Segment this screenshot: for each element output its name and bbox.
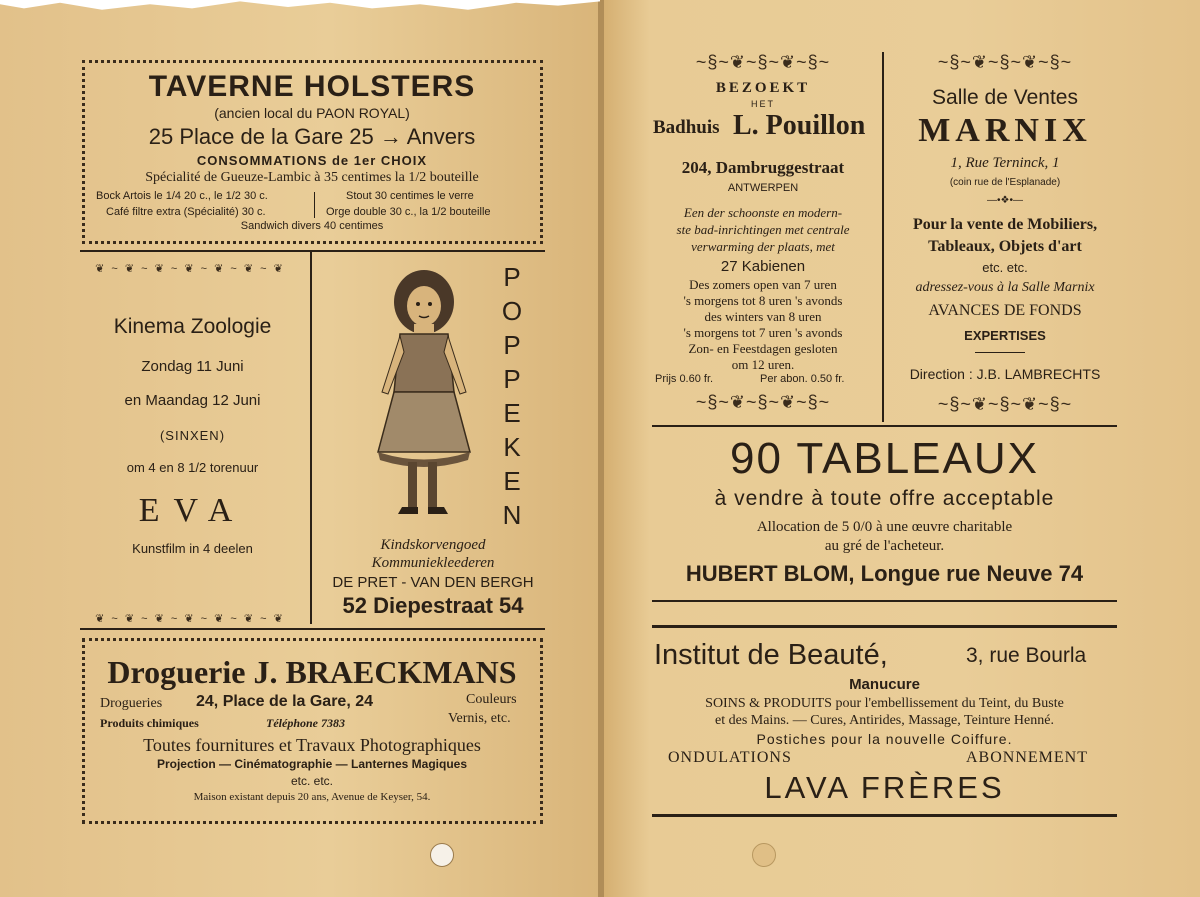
tableaux-title: 90 TABLEAUX	[730, 434, 1039, 483]
marnix-direction: Direction : J.B. LAMBRECHTS	[909, 366, 1101, 382]
tableaux-alloc2: au gré de l'acheteur.	[824, 538, 945, 554]
marnix-ornament-top: ~§~❦~§~❦~§~	[937, 52, 1073, 72]
left-rule-top	[80, 250, 545, 252]
poppeken-letter: P	[503, 364, 521, 394]
institut-soins2: et des Mains. — Cures, Antirides, Massage, Teinture Henné.	[715, 713, 1054, 728]
right-rule-vertical	[882, 52, 884, 422]
badhuis-het: HET	[751, 99, 775, 109]
kinema-title: Kinema Zoologie	[113, 315, 272, 338]
tableaux-alloc1: Allocation de 5 0/0 à une œuvre charitable	[756, 519, 1013, 535]
taverne-consommations: CONSOMMATIONS de 1er CHOIX	[196, 153, 428, 168]
institut-ondulations: ONDULATIONS	[668, 749, 792, 766]
tableaux-blom: HUBERT BLOM, Longue rue Neuve 74	[685, 561, 1084, 586]
badhuis-desc3: verwarming der plaats, met	[691, 239, 835, 254]
right-rule-2	[652, 600, 1117, 602]
poppeken-line1: Kindskorvengoed	[380, 537, 486, 553]
left-rule-bottom	[80, 628, 545, 630]
marnix-expertises: EXPERTISES	[964, 328, 1046, 343]
taverne-subtitle: (ancien local du PAON ROYAL)	[214, 105, 410, 121]
badhuis-hours6: om 12 uren.	[731, 357, 795, 372]
badhuis-ornament-bottom: ~§~❦~§~❦~§~	[695, 392, 831, 412]
kinema-ornament-bottom: ❦ ~ ❦ ~ ❦ ~ ❦ ~ ❦ ~ ❦ ~ ❦	[95, 613, 285, 625]
kinema-film-sub: Kunstfilm in 4 deelen	[132, 541, 253, 556]
poppeken-line2: Kommuniekleederen	[371, 555, 495, 571]
taverne-cafe: Café filtre extra (Spécialité) 30 c.	[106, 206, 266, 218]
badhuis-desc2: ste bad-inrichtingen met centrale	[676, 222, 850, 237]
kinema-line1: Zondag 11 Juni	[141, 358, 244, 375]
marnix-vente1: Pour la vente de Mobiliers,	[912, 216, 1098, 233]
kinema-line4: om 4 en 8 1/2 torenuur	[126, 460, 259, 475]
badhuis-hours3: des winters van 8 uren	[704, 309, 822, 324]
institut-address: 3, rue Bourla	[966, 644, 1087, 667]
marnix-title: MARNIX	[918, 112, 1092, 149]
marnix-address: 1, Rue Terninck, 1	[950, 155, 1060, 171]
badhuis-hours4: 's morgens tot 7 uren 's avonds	[683, 325, 843, 340]
poppeken-letter: E	[503, 398, 521, 428]
left-rule-vertical	[310, 252, 312, 624]
badhuis-hours5: Zon- en Feestdagen gesloten	[688, 341, 838, 356]
poppeken-letter: E	[503, 466, 521, 496]
droguerie-telephone: Téléphone 7383	[266, 716, 345, 730]
badhuis-hours1: Des zomers open van 7 uren	[689, 277, 837, 292]
poppeken-letter: O	[501, 296, 523, 326]
marnix-adressez: adressez-vous à la Salle Marnix	[915, 280, 1095, 295]
droguerie-projection: Projection — Cinématographie — Lanternes Magiques	[156, 757, 468, 771]
institut-manucure: Manucure	[849, 676, 920, 693]
droguerie-drogueries: Drogueries	[100, 696, 163, 711]
poppeken-letter: P	[503, 262, 521, 292]
badhuis-kabienen: 27 Kabienen	[720, 258, 806, 275]
institut-lava: LAVA FRÈRES	[764, 770, 1005, 805]
droguerie-title: Droguerie J. BRAECKMANS	[107, 654, 517, 690]
taverne-stout: Stout 30 centimes le verre	[346, 190, 474, 202]
tableaux-sub: à vendre à toute offre acceptable	[714, 487, 1055, 510]
taverne-bock: Bock Artois le 1/4 20 c., le 1/2 30 c.	[96, 190, 268, 202]
kinema-ornament-top: ❦ ~ ❦ ~ ❦ ~ ❦ ~ ❦ ~ ❦ ~ ❦	[95, 263, 285, 275]
doll-illustration	[362, 262, 492, 532]
marnix-divider-ornament: —•❖•—	[987, 195, 1023, 206]
right-rule-1	[652, 425, 1117, 427]
taverne-specialite: Spécialité de Gueuze-Lambic à 35 centimes la 1/2 bouteille	[145, 170, 479, 185]
droguerie-fournitures: Toutes fournitures et Travaux Photographiques	[143, 735, 481, 755]
right-rule-3	[652, 625, 1117, 628]
badhuis-hours2: 's morgens tot 8 uren 's avonds	[683, 293, 843, 308]
marnix-vente2: Tableaux, Objets d'art	[928, 238, 1082, 255]
droguerie-produits: Produits chimiques	[100, 716, 199, 730]
taverne-divider	[314, 192, 315, 218]
taverne-title: TAVERNE HOLSTERS	[148, 70, 476, 103]
taverne-orge: Orge double 30 c., la 1/2 bouteille	[326, 206, 491, 218]
right-rule-bottom	[652, 814, 1117, 817]
institut-abonnement: ABONNEMENT	[966, 749, 1088, 766]
droguerie-couleurs: Couleurs	[466, 692, 517, 707]
institut-postiches: Postiches pour la nouvelle Coiffure.	[756, 731, 1013, 747]
institut-soins1: SOINS & PRODUITS pour l'embellissement du Teint, du Buste	[705, 696, 1064, 711]
badhuis-bezoekt: BEZOEKT	[715, 80, 811, 96]
taverne-sandwich: Sandwich divers 40 centimes	[240, 220, 384, 232]
droguerie-vernis: Vernis, etc.	[448, 711, 511, 726]
badhuis-abon: Per abon. 0.50 fr.	[760, 373, 845, 385]
taverne-address: 25 Place de la Gare 25 → Anvers	[148, 124, 476, 149]
marnix-short-rule	[975, 352, 1025, 353]
page-gutter	[598, 0, 604, 897]
droguerie-maison: Maison existant depuis 20 ans, Avenue de Keyser, 54.	[193, 791, 431, 803]
marnix-ornament-bottom: ~§~❦~§~❦~§~	[937, 394, 1073, 414]
poppeken-vertical-word	[498, 260, 526, 532]
institut-title: Institut de Beauté,	[654, 639, 888, 671]
poppeken-line3: DE PRET - VAN DEN BERGH	[332, 574, 534, 591]
kinema-film: EVA	[138, 492, 247, 529]
kinema-line3: (SINXEN)	[159, 428, 226, 443]
binding-hole-right	[752, 843, 776, 867]
badhuis-desc1: Een der schoonste en modern-	[683, 205, 843, 220]
binding-hole-left	[430, 843, 454, 867]
badhuis-name-small: Badhuis	[653, 117, 720, 138]
poppeken-line4: 52 Diepestraat 54	[342, 593, 524, 618]
badhuis-city: ANTWERPEN	[727, 182, 799, 194]
droguerie-address: 24, Place de la Gare, 24	[196, 693, 374, 710]
poppeken-letter: P	[503, 330, 521, 360]
poppeken-letter: K	[503, 432, 521, 462]
badhuis-ornament-top: ~§~❦~§~❦~§~	[695, 52, 831, 72]
marnix-coin: (coin rue de l'Esplanade)	[949, 177, 1061, 188]
marnix-salle: Salle de Ventes	[932, 86, 1078, 109]
poppeken-letter: N	[502, 500, 522, 530]
kinema-line2: en Maandag 12 Juni	[124, 392, 261, 409]
marnix-vente3: etc. etc.	[982, 260, 1028, 275]
marnix-avances: AVANCES DE FONDS	[928, 302, 1082, 319]
badhuis-name-big: L. Pouillon	[733, 110, 866, 141]
badhuis-prijs: Prijs 0.60 fr.	[655, 373, 714, 385]
droguerie-etc: etc. etc.	[290, 774, 334, 788]
badhuis-street: 204, Dambruggestraat	[681, 158, 845, 177]
